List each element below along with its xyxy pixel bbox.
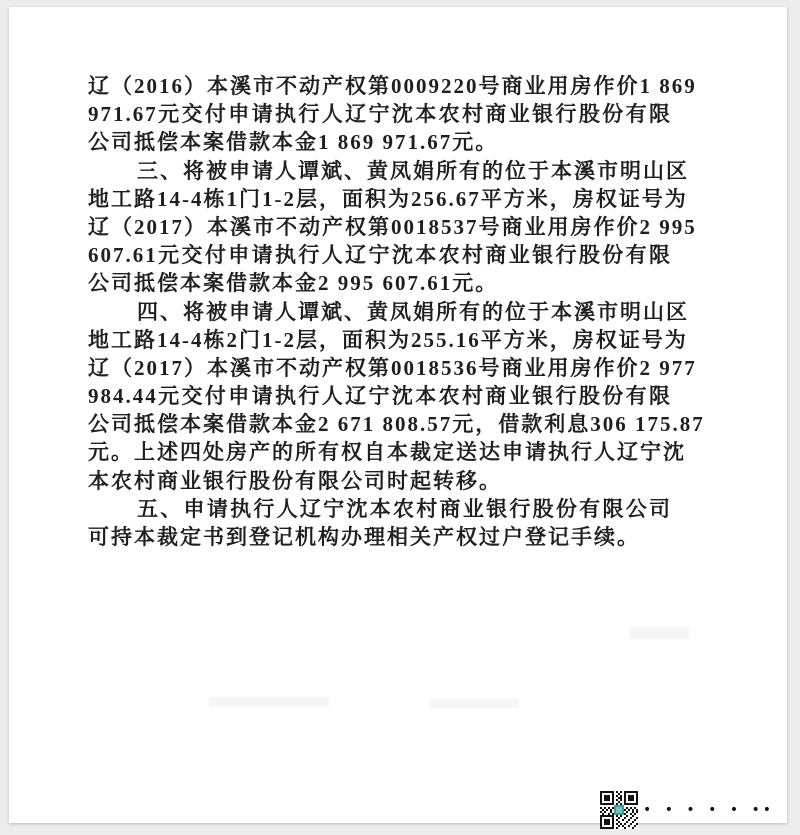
- text-line: 地工路14-4栋2门1-2层，面积为255.16平方米，房权证号为: [88, 327, 688, 352]
- text-line: 公司抵偿本案借款本金2 995 607.61元。: [88, 271, 499, 296]
- text-line: 971.67元交付申请执行人辽宁沈本农村商业银行股份有限: [88, 102, 672, 127]
- scan-noise: [429, 699, 519, 708]
- text-line: 984.44元交付申请执行人辽宁沈本农村商业银行股份有限: [88, 384, 672, 409]
- scan-noise: [629, 627, 689, 639]
- text-line-item-five: 五、申请执行人辽宁沈本农村商业银行股份有限公司: [137, 496, 672, 521]
- text-line: 辽（2017）本溪市不动产权第0018537号商业用房作价2 995: [88, 214, 697, 239]
- text-line: 607.61元交付申请执行人辽宁沈本农村商业银行股份有限: [88, 243, 672, 268]
- text-line: 辽（2016）本溪市不动产权第0009220号商业用房作价1 869: [88, 74, 697, 98]
- scan-noise: [209, 697, 329, 707]
- text-line: 地工路14-4栋1门1-2层，面积为256.67平方米，房权证号为: [88, 186, 688, 211]
- text-line: 本农村商业银行股份有限公司时起转移。: [88, 468, 502, 493]
- document-page: [9, 7, 787, 823]
- text-line: 辽（2017）本溪市不动产权第0018536号商业用房作价2 977: [88, 355, 697, 380]
- dot-marks: • • • • • ••: [643, 802, 775, 818]
- text-line: 可持本裁定书到登记机构办理相关产权过户登记手续。: [88, 525, 640, 549]
- text-line: 公司抵偿本案借款本金1 869 971.67元。: [88, 130, 499, 155]
- text-line: 元。上述四处房产的所有权自本裁定送达申请执行人辽宁沈: [88, 440, 686, 465]
- qr-code-icon: [600, 791, 638, 829]
- text-line-item-three: 三、将被申请人谭斌、黄凤娟所有的位于本溪市明山区: [137, 158, 689, 183]
- ruling-text-block: [88, 72, 705, 551]
- text-line: 公司抵偿本案借款本金2 671 808.57元，借款利息306 175.87: [88, 412, 705, 437]
- text-line-item-four: 四、将被申请人谭斌、黄凤娟所有的位于本溪市明山区: [137, 299, 689, 324]
